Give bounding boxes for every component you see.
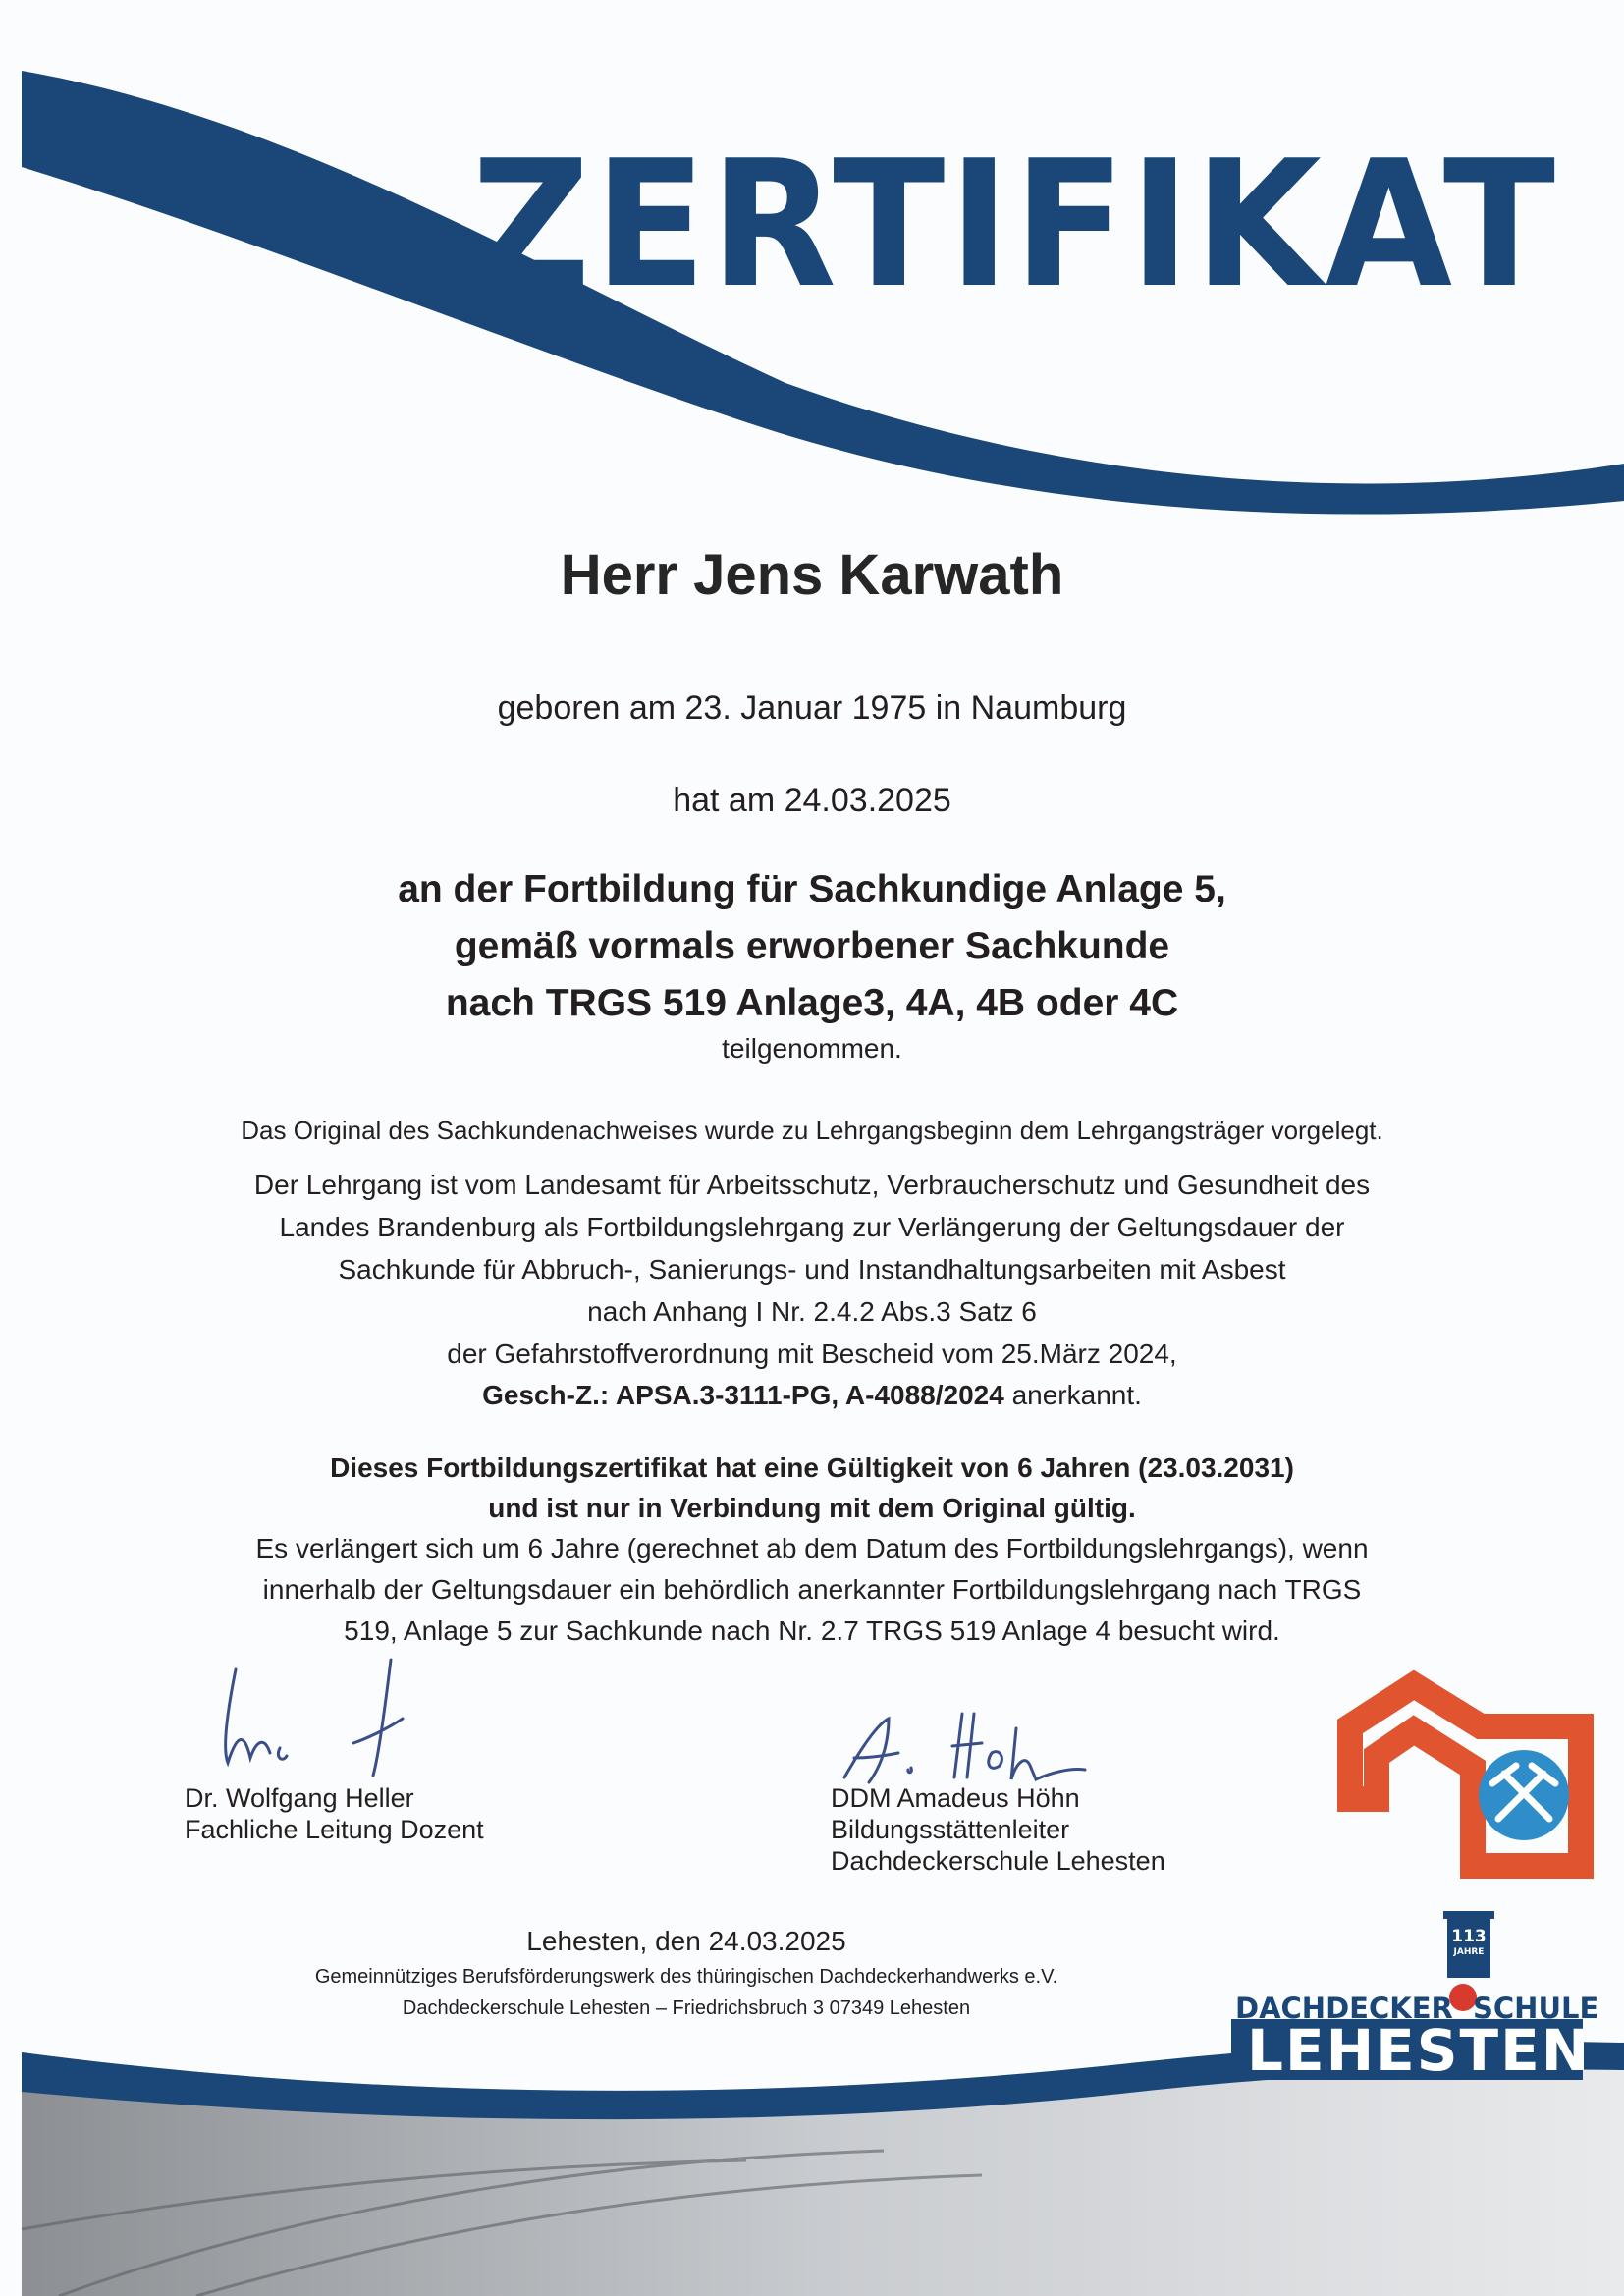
- course-line-1: an der Fortbildung für Sachkundige Anlage 5,: [398, 868, 1226, 910]
- reference-number: Gesch-Z.: APSA.3-3111-PG, A-4088/2024: [482, 1380, 1004, 1410]
- approval-line-4: nach Anhang I Nr. 2.4.2 Abs.3 Satz 6: [587, 1296, 1037, 1327]
- right-signatory-org: Dachdeckerschule Lehesten: [831, 1845, 1165, 1876]
- validity-line-2: und ist nur in Verbindung mit dem Original gültig.: [488, 1493, 1136, 1523]
- validity-line-1: Dieses Fortbildungszertifikat hat eine Gültigkeit von 6 Jahren (23.03.2031): [330, 1452, 1294, 1483]
- extension-line-2: innerhalb der Geltungsdauer ein behördlich anerkannter Fortbildungslehrgang nach TRGS: [262, 1574, 1362, 1605]
- reference-suffix: anerkannt.: [1003, 1380, 1142, 1410]
- certificate-title: ZERTIFIKAT: [471, 123, 1559, 326]
- left-signatory-role: Fachliche Leitung Dozent: [185, 1814, 484, 1844]
- approval-line-3: Sachkunde für Abbruch-, Sanierungs- und Instandhaltungsarbeiten mit Asbest: [338, 1254, 1286, 1285]
- approval-line-1: Der Lehrgang ist vom Landesamt für Arbeitsschutz, Verbraucherschutz und Gesundheit des: [253, 1170, 1371, 1200]
- logo-years-label: JAHRE: [1453, 1947, 1485, 1957]
- course-line-2: gemäß vormals erworbener Sachkunde: [454, 925, 1170, 967]
- recipient-name: Herr Jens Karwath: [560, 543, 1064, 607]
- org-line: Gemeinnütziges Berufsförderungswerk des thüringischen Dachdeckerhandwerks e.V.: [314, 1966, 1058, 1988]
- approval-line-5: der Gefahrstoffverordnung mit Bescheid vom 25.März 2024,: [447, 1339, 1177, 1369]
- logo-years: 113: [1451, 1927, 1487, 1946]
- right-signatory-role: Bildungsstättenleiter: [831, 1814, 1070, 1844]
- logo-word-right: SCHULE: [1473, 1992, 1599, 2025]
- address-line: Dachdeckerschule Lehesten – Friedrichsbruch 3 07349 Lehesten: [402, 1997, 971, 2019]
- right-signatory-name: DDM Amadeus Höhn: [831, 1783, 1080, 1813]
- extension-line-1: Es verlängert sich um 6 Jahre (gerechnet ab dem Datum des Fortbildungslehrgangs), wenn: [255, 1533, 1369, 1563]
- place-date: Lehesten, den 24.03.2025: [526, 1926, 846, 1956]
- participation-date: hat am 24.03.2025: [673, 782, 951, 819]
- original-note: Das Original des Sachkundenachweises wurde zu Lehrgangsbeginn dem Lehrgangsträger vorgelegt.: [241, 1116, 1383, 1145]
- birth-info: geboren am 23. Januar 1975 in Naumburg: [497, 689, 1127, 727]
- left-signatory-name: Dr. Wolfgang Heller: [185, 1783, 414, 1813]
- course-line-3: nach TRGS 519 Anlage3, 4A, 4B oder 4C: [445, 982, 1179, 1024]
- participated-text: teilgenommen.: [722, 1033, 902, 1064]
- logo-word-left: DACHDECKER: [1235, 1992, 1453, 2025]
- approval-line-2: Landes Brandenburg als Fortbildungslehrgang zur Verlängerung der Geltungsdauer der: [279, 1212, 1345, 1242]
- extension-line-3: 519, Anlage 5 zur Sachkunde nach Nr. 2.7 TRGS 519 Anlage 4 besucht wird.: [344, 1615, 1280, 1646]
- logo-word-main: LEHESTEN: [1247, 2017, 1592, 2084]
